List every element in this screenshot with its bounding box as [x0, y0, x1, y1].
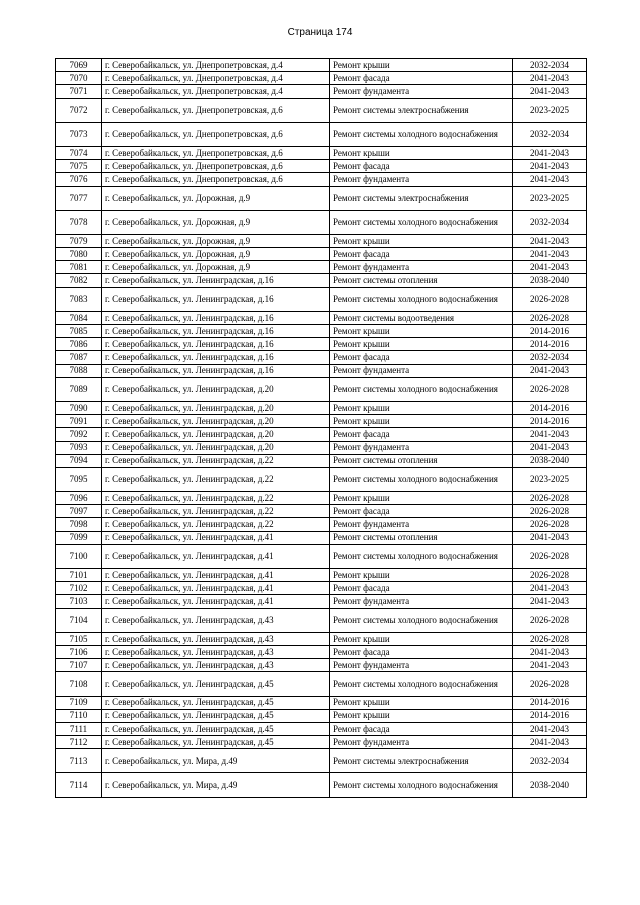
table-row [56, 454, 587, 467]
cell-address: г. Северобайкальск, ул. Ленинградская, д.20 [102, 428, 330, 441]
cell-period: 2032-2034 [513, 59, 587, 72]
cell-number: 7088 [56, 364, 102, 377]
cell-period: 2038-2040 [513, 454, 587, 467]
cell-number: 7099 [56, 531, 102, 544]
cell-work-type: Ремонт фасада [330, 505, 513, 518]
cell-number: 7096 [56, 492, 102, 505]
cell-period: 2026-2028 [513, 632, 587, 645]
table-row [56, 146, 587, 159]
cell-number: 7102 [56, 582, 102, 595]
table-row [56, 518, 587, 531]
cell-work-type: Ремонт фасада [330, 428, 513, 441]
cell-address: г. Северобайкальск, ул. Днепропетровская, д.6 [102, 122, 330, 146]
cell-work-type: Ремонт фундамента [330, 261, 513, 274]
cell-address: г. Северобайкальск, ул. Ленинградская, д.16 [102, 351, 330, 364]
cell-work-type: Ремонт системы холодного водоснабжения [330, 608, 513, 632]
cell-period: 2041-2043 [513, 582, 587, 595]
cell-address: г. Северобайкальск, ул. Ленинградская, д.16 [102, 338, 330, 351]
cell-number: 7097 [56, 505, 102, 518]
cell-work-type: Ремонт фундамента [330, 85, 513, 98]
cell-work-type: Ремонт крыши [330, 59, 513, 72]
table-row [56, 441, 587, 454]
cell-number: 7069 [56, 59, 102, 72]
cell-work-type: Ремонт системы холодного водоснабжения [330, 287, 513, 311]
table-row [56, 736, 587, 749]
cell-number: 7073 [56, 122, 102, 146]
cell-number: 7091 [56, 415, 102, 428]
cell-period: 2032-2034 [513, 210, 587, 234]
cell-period: 2041-2043 [513, 531, 587, 544]
cell-number: 7078 [56, 210, 102, 234]
cell-address: г. Северобайкальск, ул. Днепропетровская, д.6 [102, 160, 330, 173]
cell-work-type: Ремонт фундамента [330, 364, 513, 377]
cell-period: 2014-2016 [513, 401, 587, 414]
cell-work-type: Ремонт фундамента [330, 518, 513, 531]
table-row [56, 98, 587, 122]
cell-number: 7109 [56, 696, 102, 709]
table-row [56, 401, 587, 414]
cell-address: г. Северобайкальск, ул. Ленинградская, д.16 [102, 325, 330, 338]
cell-period: 2041-2043 [513, 85, 587, 98]
cell-number: 7094 [56, 454, 102, 467]
cell-number: 7104 [56, 608, 102, 632]
table-row [56, 467, 587, 491]
cell-number: 7075 [56, 160, 102, 173]
table-row [56, 210, 587, 234]
cell-address: г. Северобайкальск, ул. Ленинградская, д.16 [102, 287, 330, 311]
cell-number: 7087 [56, 351, 102, 364]
cell-number: 7084 [56, 311, 102, 324]
cell-period: 2041-2043 [513, 72, 587, 85]
cell-address: г. Северобайкальск, ул. Ленинградская, д.45 [102, 722, 330, 735]
table-row [56, 351, 587, 364]
table-row [56, 377, 587, 401]
cell-number: 7095 [56, 467, 102, 491]
cell-period: 2032-2034 [513, 749, 587, 773]
cell-work-type: Ремонт крыши [330, 338, 513, 351]
cell-number: 7074 [56, 146, 102, 159]
table-row [56, 659, 587, 672]
cell-period: 2026-2028 [513, 377, 587, 401]
cell-number: 7108 [56, 672, 102, 696]
cell-period: 2014-2016 [513, 325, 587, 338]
cell-period: 2041-2043 [513, 146, 587, 159]
cell-work-type: Ремонт фасада [330, 248, 513, 261]
cell-period: 2041-2043 [513, 428, 587, 441]
cell-address: г. Северобайкальск, ул. Ленинградская, д.41 [102, 595, 330, 608]
cell-address: г. Северобайкальск, ул. Ленинградская, д.16 [102, 274, 330, 287]
cell-work-type: Ремонт крыши [330, 709, 513, 722]
cell-number: 7101 [56, 569, 102, 582]
cell-work-type: Ремонт системы водоотведения [330, 311, 513, 324]
cell-address: г. Северобайкальск, ул. Дорожная, д.9 [102, 234, 330, 247]
cell-number: 7089 [56, 377, 102, 401]
cell-work-type: Ремонт крыши [330, 569, 513, 582]
cell-address: г. Северобайкальск, ул. Ленинградская, д.41 [102, 544, 330, 568]
cell-period: 2032-2034 [513, 122, 587, 146]
table-body [56, 59, 587, 798]
cell-work-type: Ремонт крыши [330, 325, 513, 338]
cell-period: 2041-2043 [513, 364, 587, 377]
cell-number: 7070 [56, 72, 102, 85]
cell-number: 7071 [56, 85, 102, 98]
cell-period: 2026-2028 [513, 569, 587, 582]
cell-period: 2023-2025 [513, 98, 587, 122]
cell-period: 2026-2028 [513, 518, 587, 531]
cell-work-type: Ремонт фундамента [330, 441, 513, 454]
cell-number: 7079 [56, 234, 102, 247]
cell-address: г. Северобайкальск, ул. Ленинградская, д.45 [102, 736, 330, 749]
cell-period: 2032-2034 [513, 351, 587, 364]
table-row [56, 749, 587, 773]
cell-address: г. Северобайкальск, ул. Ленинградская, д.41 [102, 569, 330, 582]
cell-address: г. Северобайкальск, ул. Ленинградская, д.16 [102, 364, 330, 377]
cell-address: г. Северобайкальск, ул. Ленинградская, д.20 [102, 441, 330, 454]
cell-period: 2023-2025 [513, 467, 587, 491]
cell-address: г. Северобайкальск, ул. Мира, д.49 [102, 749, 330, 773]
cell-number: 7086 [56, 338, 102, 351]
table-row [56, 261, 587, 274]
cell-address: г. Северобайкальск, ул. Ленинградская, д.43 [102, 659, 330, 672]
cell-address: г. Северобайкальск, ул. Ленинградская, д.22 [102, 518, 330, 531]
table-row [56, 338, 587, 351]
table-row [56, 595, 587, 608]
table-row [56, 569, 587, 582]
table-row [56, 773, 587, 797]
repair-schedule-table [55, 58, 587, 798]
cell-work-type: Ремонт системы отопления [330, 274, 513, 287]
cell-period: 2026-2028 [513, 544, 587, 568]
cell-work-type: Ремонт фундамента [330, 736, 513, 749]
cell-address: г. Северобайкальск, ул. Ленинградская, д.45 [102, 696, 330, 709]
cell-period: 2026-2028 [513, 311, 587, 324]
cell-number: 7105 [56, 632, 102, 645]
table-row [56, 85, 587, 98]
cell-period: 2041-2043 [513, 595, 587, 608]
cell-period: 2026-2028 [513, 672, 587, 696]
cell-work-type: Ремонт системы холодного водоснабжения [330, 122, 513, 146]
cell-period: 2041-2043 [513, 659, 587, 672]
cell-period: 2014-2016 [513, 709, 587, 722]
cell-address: г. Северобайкальск, ул. Ленинградская, д.43 [102, 632, 330, 645]
cell-address: г. Северобайкальск, ул. Ленинградская, д.20 [102, 415, 330, 428]
cell-number: 7072 [56, 98, 102, 122]
cell-number: 7103 [56, 595, 102, 608]
page-header: Страница 174 [287, 27, 353, 38]
table-row [56, 672, 587, 696]
table-row [56, 173, 587, 186]
cell-work-type: Ремонт фундамента [330, 173, 513, 186]
cell-number: 7092 [56, 428, 102, 441]
cell-work-type: Ремонт фасада [330, 351, 513, 364]
cell-address: г. Северобайкальск, ул. Ленинградская, д.22 [102, 454, 330, 467]
cell-period: 2014-2016 [513, 338, 587, 351]
cell-number: 7093 [56, 441, 102, 454]
cell-number: 7085 [56, 325, 102, 338]
table-row [56, 274, 587, 287]
cell-number: 7083 [56, 287, 102, 311]
cell-period: 2038-2040 [513, 773, 587, 797]
cell-address: г. Северобайкальск, ул. Ленинградская, д.20 [102, 377, 330, 401]
cell-number: 7113 [56, 749, 102, 773]
cell-period: 2014-2016 [513, 415, 587, 428]
table-row [56, 234, 587, 247]
cell-work-type: Ремонт системы электроснабжения [330, 749, 513, 773]
cell-address: г. Северобайкальск, ул. Ленинградская, д.22 [102, 505, 330, 518]
cell-period: 2026-2028 [513, 287, 587, 311]
cell-work-type: Ремонт фасада [330, 160, 513, 173]
cell-number: 7090 [56, 401, 102, 414]
cell-work-type: Ремонт крыши [330, 415, 513, 428]
table-row [56, 186, 587, 210]
cell-address: г. Северобайкальск, ул. Ленинградская, д.16 [102, 311, 330, 324]
cell-number: 7114 [56, 773, 102, 797]
cell-period: 2026-2028 [513, 505, 587, 518]
cell-work-type: Ремонт фасада [330, 722, 513, 735]
table-row [56, 325, 587, 338]
table-row [56, 582, 587, 595]
table-row [56, 531, 587, 544]
cell-period: 2026-2028 [513, 608, 587, 632]
cell-address: г. Северобайкальск, ул. Дорожная, д.9 [102, 210, 330, 234]
table-row [56, 645, 587, 658]
cell-period: 2041-2043 [513, 645, 587, 658]
cell-period: 2026-2028 [513, 492, 587, 505]
cell-period: 2014-2016 [513, 696, 587, 709]
cell-address: г. Северобайкальск, ул. Дорожная, д.9 [102, 248, 330, 261]
table-row [56, 428, 587, 441]
cell-work-type: Ремонт системы холодного водоснабжения [330, 377, 513, 401]
cell-address: г. Северобайкальск, ул. Днепропетровская, д.6 [102, 173, 330, 186]
cell-number: 7107 [56, 659, 102, 672]
cell-work-type: Ремонт фундамента [330, 595, 513, 608]
cell-period: 2041-2043 [513, 722, 587, 735]
cell-number: 7112 [56, 736, 102, 749]
cell-work-type: Ремонт системы электроснабжения [330, 186, 513, 210]
table-row [56, 709, 587, 722]
table-row [56, 608, 587, 632]
table-row [56, 311, 587, 324]
table-row [56, 248, 587, 261]
cell-work-type: Ремонт системы холодного водоснабжения [330, 467, 513, 491]
cell-address: г. Северобайкальск, ул. Мира, д.49 [102, 773, 330, 797]
cell-work-type: Ремонт фасада [330, 645, 513, 658]
cell-work-type: Ремонт системы холодного водоснабжения [330, 773, 513, 797]
cell-number: 7081 [56, 261, 102, 274]
cell-period: 2023-2025 [513, 186, 587, 210]
cell-address: г. Северобайкальск, ул. Ленинградская, д.45 [102, 672, 330, 696]
cell-number: 7106 [56, 645, 102, 658]
cell-address: г. Северобайкальск, ул. Днепропетровская, д.6 [102, 98, 330, 122]
cell-address: г. Северобайкальск, ул. Днепропетровская, д.4 [102, 85, 330, 98]
table-row [56, 415, 587, 428]
cell-work-type: Ремонт крыши [330, 632, 513, 645]
cell-period: 2041-2043 [513, 234, 587, 247]
cell-period: 2038-2040 [513, 274, 587, 287]
cell-work-type: Ремонт крыши [330, 234, 513, 247]
table-row [56, 722, 587, 735]
cell-number: 7098 [56, 518, 102, 531]
table-row [56, 544, 587, 568]
cell-address: г. Северобайкальск, ул. Ленинградская, д.45 [102, 709, 330, 722]
table-row [56, 160, 587, 173]
cell-work-type: Ремонт крыши [330, 146, 513, 159]
cell-number: 7080 [56, 248, 102, 261]
table-row [56, 122, 587, 146]
table-row [56, 505, 587, 518]
cell-address: г. Северобайкальск, ул. Ленинградская, д.41 [102, 531, 330, 544]
cell-period: 2041-2043 [513, 261, 587, 274]
cell-work-type: Ремонт системы холодного водоснабжения [330, 544, 513, 568]
cell-address: г. Северобайкальск, ул. Дорожная, д.9 [102, 261, 330, 274]
cell-period: 2041-2043 [513, 160, 587, 173]
cell-work-type: Ремонт системы холодного водоснабжения [330, 672, 513, 696]
table-row [56, 287, 587, 311]
cell-work-type: Ремонт фасада [330, 582, 513, 595]
cell-number: 7111 [56, 722, 102, 735]
table-row [56, 696, 587, 709]
table-row [56, 632, 587, 645]
cell-address: г. Северобайкальск, ул. Ленинградская, д.43 [102, 645, 330, 658]
table-row [56, 492, 587, 505]
cell-address: г. Северобайкальск, ул. Ленинградская, д.43 [102, 608, 330, 632]
cell-address: г. Северобайкальск, ул. Ленинградская, д.22 [102, 492, 330, 505]
cell-address: г. Северобайкальск, ул. Днепропетровская, д.4 [102, 72, 330, 85]
cell-work-type: Ремонт системы электроснабжения [330, 98, 513, 122]
cell-period: 2041-2043 [513, 441, 587, 454]
cell-number: 7110 [56, 709, 102, 722]
cell-address: г. Северобайкальск, ул. Днепропетровская, д.4 [102, 59, 330, 72]
cell-work-type: Ремонт фасада [330, 72, 513, 85]
cell-number: 7077 [56, 186, 102, 210]
cell-address: г. Северобайкальск, ул. Ленинградская, д.41 [102, 582, 330, 595]
cell-work-type: Ремонт крыши [330, 401, 513, 414]
cell-period: 2041-2043 [513, 736, 587, 749]
cell-work-type: Ремонт фундамента [330, 659, 513, 672]
table-row [56, 364, 587, 377]
cell-work-type: Ремонт крыши [330, 492, 513, 505]
cell-number: 7076 [56, 173, 102, 186]
cell-address: г. Северобайкальск, ул. Ленинградская, д.20 [102, 401, 330, 414]
cell-number: 7100 [56, 544, 102, 568]
cell-work-type: Ремонт системы отопления [330, 531, 513, 544]
cell-work-type: Ремонт крыши [330, 696, 513, 709]
table-row [56, 59, 587, 72]
cell-period: 2041-2043 [513, 173, 587, 186]
cell-work-type: Ремонт системы холодного водоснабжения [330, 210, 513, 234]
cell-address: г. Северобайкальск, ул. Ленинградская, д.22 [102, 467, 330, 491]
cell-address: г. Северобайкальск, ул. Дорожная, д.9 [102, 186, 330, 210]
cell-period: 2041-2043 [513, 248, 587, 261]
table-row [56, 72, 587, 85]
cell-address: г. Северобайкальск, ул. Днепропетровская, д.6 [102, 146, 330, 159]
cell-number: 7082 [56, 274, 102, 287]
cell-work-type: Ремонт системы отопления [330, 454, 513, 467]
